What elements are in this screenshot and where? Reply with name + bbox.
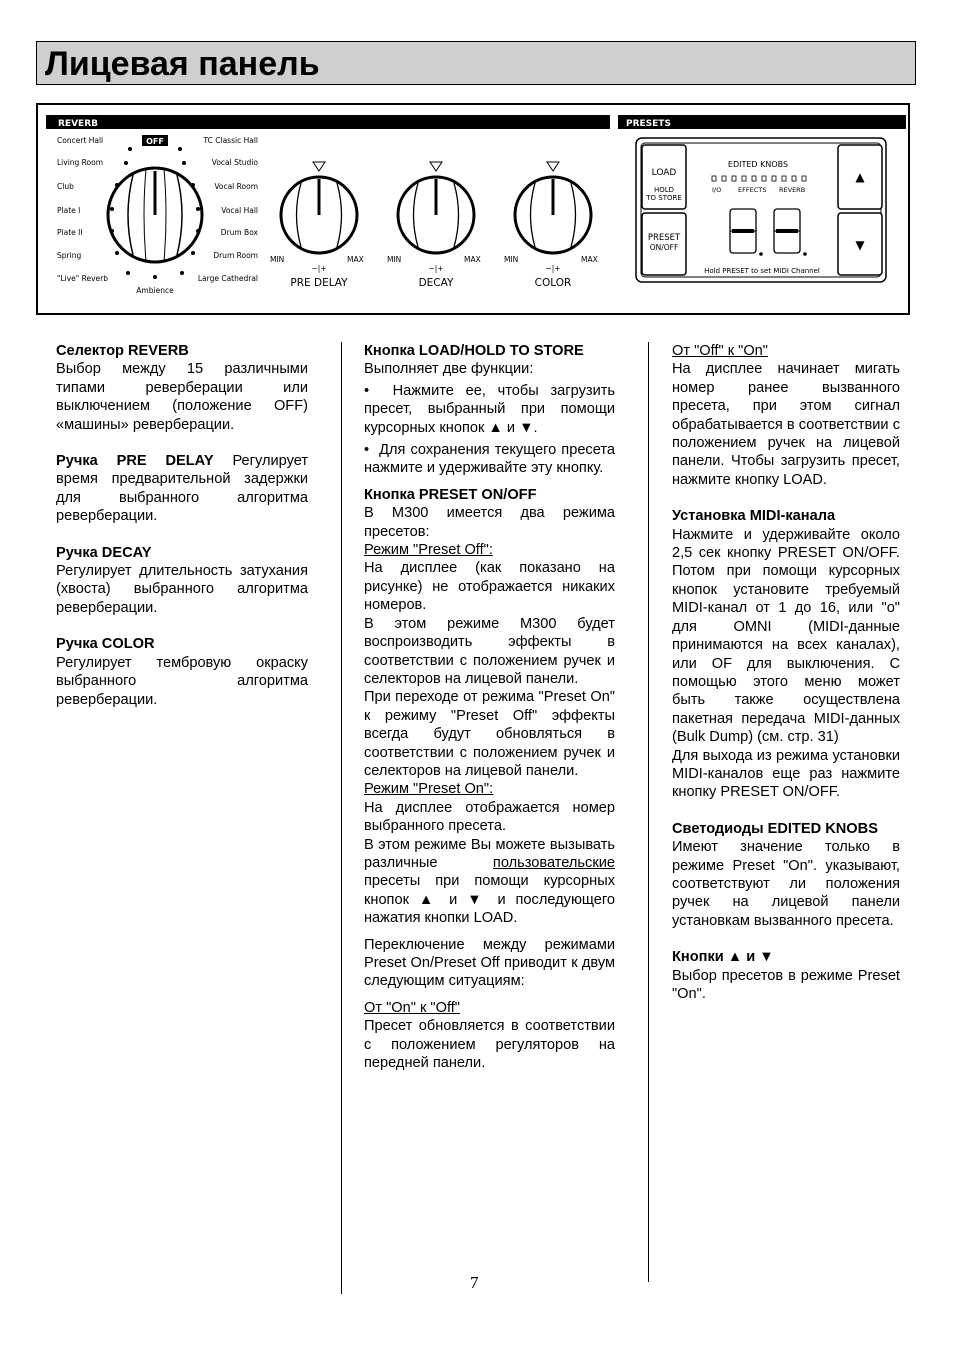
reverb-label-left-7: "Live" Reverb — [57, 274, 108, 283]
led-label-io: I/O — [712, 186, 722, 194]
page-number: 7 — [470, 1273, 479, 1292]
reverb-selector-knob[interactable] — [108, 168, 202, 262]
column-divider — [341, 342, 342, 1294]
decay-center: −|+ — [428, 264, 444, 273]
section-text: На дисплее отображается номер выбранного пресета. — [364, 799, 615, 835]
reverb-header: REVERB — [58, 119, 98, 129]
pre-delay-center: −|+ — [311, 264, 327, 273]
decay-label: DECAY — [418, 277, 454, 289]
section-text — [56, 452, 308, 526]
svg-text:HOLD: HOLD — [653, 186, 675, 194]
section-text: На дисплее начинает мигать номер ранее вызванного пресета, при этом сигнал обрабатывается в соответствии с положением ручек на лицевой панели. Чтобы загрузить пресет, нажмите кнопку LOAD. — [672, 361, 900, 488]
reverb-label-left-5: Plate II — [57, 228, 83, 237]
pre-delay-label: PRE DELAY — [290, 277, 348, 289]
section-text: Имеют значение только в режиме Preset "On". указывают, соответствуют ли положения ручек на лицевой панели установкам вызванного пресета. — [672, 839, 900, 929]
section-text: Переключение между режимами Preset On/Preset Off приводит к двум следующим ситуациям: — [364, 936, 615, 990]
midi-hint: Hold PRESET to set MIDI Channel — [704, 267, 820, 275]
section-text: В этом режиме М300 будет воспроизводить эффекты в соответствии с положением ручек и селекторов на лицевой панели. — [364, 615, 615, 687]
reverb-label-right-7: Large Cathedral — [197, 274, 258, 283]
bullet-text: Для сохранения текущего пресета нажмите и удерживайте эту кнопку. — [364, 442, 616, 477]
subsection-title: Режим "Preset On": — [364, 781, 494, 798]
column-2 — [364, 342, 615, 1072]
reverb-label-left-1: Concert Hall — [57, 136, 104, 145]
section-title: Кнопка LOAD/HOLD TO STORE — [364, 343, 584, 359]
pre-delay-knob[interactable] — [281, 162, 357, 253]
underlined-word: пользовательские — [492, 854, 615, 871]
reverb-label-left-2: Living Room — [57, 158, 104, 167]
svg-text:ON/OFF: ON/OFF — [649, 243, 679, 252]
section-text: Регулирует длительность затухания (хвоста) выбранного алгоритма реверберации. — [56, 563, 308, 616]
bullet-item: • Нажмите ее, чтобы загрузить пресет, выбранный при помощи курсорных кнопок ▲ и ▼. — [364, 382, 616, 436]
pre-delay-min: MIN — [270, 255, 285, 264]
reverb-label-left-6: Spring — [57, 251, 82, 260]
led-label-effects: EFFECTS — [738, 186, 767, 194]
section-text-body: Регулирует время предварительной задержки для выбранного алгоритма реверберации. — [56, 453, 309, 525]
reverb-label-left-3: Club — [57, 182, 74, 191]
pre-delay-max: MAX — [347, 255, 364, 264]
decay-min: MIN — [387, 255, 402, 264]
decay-knob[interactable] — [398, 162, 474, 253]
section-title: Ручка DECAY — [56, 544, 152, 561]
section-text: Выбор пресетов в режиме Preset "On". — [672, 967, 900, 1002]
color-knob[interactable] — [515, 162, 591, 253]
led-label-reverb: REVERB — [779, 186, 806, 194]
section-text: На дисплее (как показано на рисунке) не отображается никаких номеров. — [364, 560, 615, 614]
column-divider — [648, 342, 649, 1282]
section-text: Регулирует тембровую окраску выбранного алгоритма реверберации. — [56, 654, 308, 708]
column-3 — [672, 342, 900, 1003]
svg-text:TO STORE: TO STORE — [646, 194, 682, 202]
reverb-label-bottom: Ambience — [136, 286, 174, 295]
svg-text:PRESET: PRESET — [647, 233, 681, 243]
bullet-item: • Для сохранения текущего пресета нажмите и удерживайте эту кнопку. — [364, 442, 616, 477]
subsection-title: От "On" к "Off" — [364, 999, 460, 1016]
section-text: Выполняет две функции: — [364, 361, 534, 378]
section-title: Ручка PRE DELAY — [56, 453, 214, 470]
section-text: Нажмите и удерживайте около 2,5 сек кнопку PRESET ON/OFF. Потом при помощи курсорных кнопок установите требуемый MIDI-канал от 1 до 16, или "o" для OMNI (MIDI-данные принимаются на всех каналах), или OF для выключения. С помощью этого меню может быть также осуществлена пакетная передача MIDI-данных (Bulk Dump) (см. стр. 31) — [672, 526, 900, 746]
up-arrow-icon: ▲ — [855, 170, 865, 184]
reverb-off-label: OFF — [146, 137, 164, 146]
reverb-label-left-4: Plate I — [57, 206, 81, 215]
page-title: Лицевая панель — [45, 45, 320, 83]
reverb-label-right-3: Vocal Room — [214, 182, 258, 191]
load-button-label: LOAD — [651, 168, 677, 178]
section-title: Установка MIDI-канала — [672, 508, 836, 525]
section-title: Селектор REVERB — [56, 343, 189, 359]
section-title: Кнопка PRESET ON/OFF — [364, 486, 537, 503]
edited-knobs-label: EDITED KNOBS — [727, 160, 789, 169]
page-title-bar — [36, 41, 916, 85]
section-text: Для выхода из режима установки MIDI-каналов еще раз нажмите кнопку PRESET ON/OFF. — [672, 747, 900, 801]
down-arrow-button[interactable] — [838, 213, 882, 275]
section-title: Светодиоды EDITED KNOBS — [672, 820, 878, 837]
reverb-label-right-4: Vocal Hall — [221, 206, 258, 215]
decay-max: MAX — [464, 255, 481, 264]
color-min: MIN — [504, 255, 519, 264]
subsection-title: Режим "Preset Off": — [364, 542, 493, 559]
section-text: В этом режиме Вы можете вызывать различные пользовательские пресеты при помощи курсорных кнопок ▲ и ▼ и последующего нажатия кнопки LOAD. — [364, 836, 615, 927]
color-label: COLOR — [534, 277, 572, 289]
section-text: Пресет обновляется в соответствии с положением регуляторов на передней панели. — [364, 1018, 615, 1072]
bullet-text: Нажмите ее, чтобы загрузить пресет, выбранный при помощи курсорных кнопок ▲ и ▼. — [364, 382, 616, 436]
section-title: Ручка COLOR — [56, 636, 155, 653]
reverb-label-right-2: Vocal Studio — [211, 158, 258, 167]
color-center: −|+ — [545, 264, 561, 273]
section-title: Кнопки ▲ и ▼ — [672, 949, 774, 966]
column-1 — [56, 342, 308, 709]
front-panel-figure — [36, 103, 910, 315]
load-button[interactable] — [642, 145, 686, 209]
reverb-label-right-1: TC Classic Hall — [203, 136, 258, 145]
front-panel-illustration — [38, 105, 912, 317]
section-text: При переходе от режима "Preset On" к режиму "Preset Off" эффекты всегда будут обновляться в соответствии с положением ручек и селекторов на лицевой панели. — [364, 689, 615, 779]
section-text: Выбор между 15 различными типами реверберации или выключением (положение OFF) «машины» реверберации. — [56, 361, 308, 433]
color-max: MAX — [581, 255, 598, 264]
preset-on-off-button[interactable] — [642, 213, 686, 275]
reverb-label-right-6: Drum Room — [213, 251, 258, 260]
down-arrow-icon: ▼ — [855, 238, 865, 252]
subsection-title: От "Off" к "On" — [672, 343, 768, 359]
section-text: В М300 имеется два режима пресетов: — [364, 505, 615, 540]
presets-header: PRESETS — [626, 119, 671, 129]
reverb-label-right-5: Drum Box — [220, 228, 258, 237]
up-arrow-button[interactable] — [838, 145, 882, 209]
